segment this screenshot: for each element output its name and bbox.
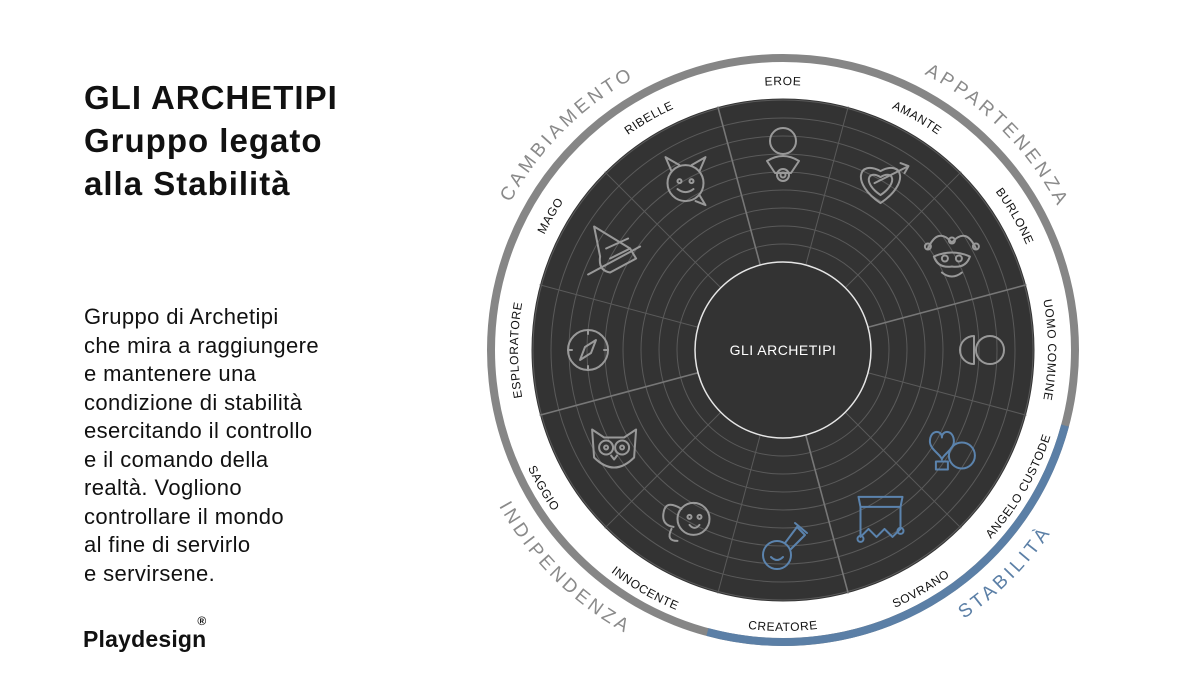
archetype-label: EROE — [764, 73, 802, 89]
description-line: Gruppo di Archetipi — [84, 304, 279, 329]
archetype-label: SOVRANO — [890, 566, 953, 611]
archetype-label: CREATORE — [747, 617, 819, 635]
center-label: GLI ARCHETIPI — [729, 342, 837, 358]
group-label: APPARTENENZA — [921, 59, 1074, 212]
logo-text: Playdesign — [83, 626, 207, 652]
archetype-label: AMANTE — [890, 98, 945, 138]
group-label: STABILITÀ — [954, 521, 1057, 624]
archetype-label: ANGELO CUSTODE — [982, 432, 1054, 542]
description-line: e mantenere una — [84, 361, 257, 386]
description-line: che mira a raggiungere — [84, 332, 320, 358]
archetype-label: MAGO — [534, 194, 567, 237]
archetype-label: SAGGIO — [525, 463, 563, 514]
description-line: al fine di servirlo — [84, 532, 251, 557]
description-line: realtà. Vogliono — [84, 475, 243, 500]
archetype-label: UOMO COMUNE — [1040, 298, 1060, 402]
description-line: e il comando della — [84, 446, 269, 472]
registered-mark: ® — [197, 614, 207, 628]
title-line-2: Gruppo legato — [84, 122, 323, 159]
group-label: INDIPENDENZA — [494, 497, 636, 639]
description-line: condizione di stabilità — [84, 389, 303, 415]
title-line-3: alla Stabilità — [84, 165, 291, 202]
description-line: esercitando il controllo — [84, 418, 313, 443]
group-label: CAMBIAMENTO — [496, 63, 639, 206]
archetype-label: BURLONE — [992, 185, 1037, 247]
archetype-label: INNOCENTE — [609, 563, 681, 613]
archetype-label: RIBELLE — [621, 98, 676, 138]
title-line-1: GLI ARCHETIPI — [84, 79, 338, 116]
description-line: controllare il mondo — [84, 503, 284, 529]
description-line: e servirsene. — [84, 560, 216, 586]
archetype-label: ESPLORATORE — [506, 300, 526, 400]
